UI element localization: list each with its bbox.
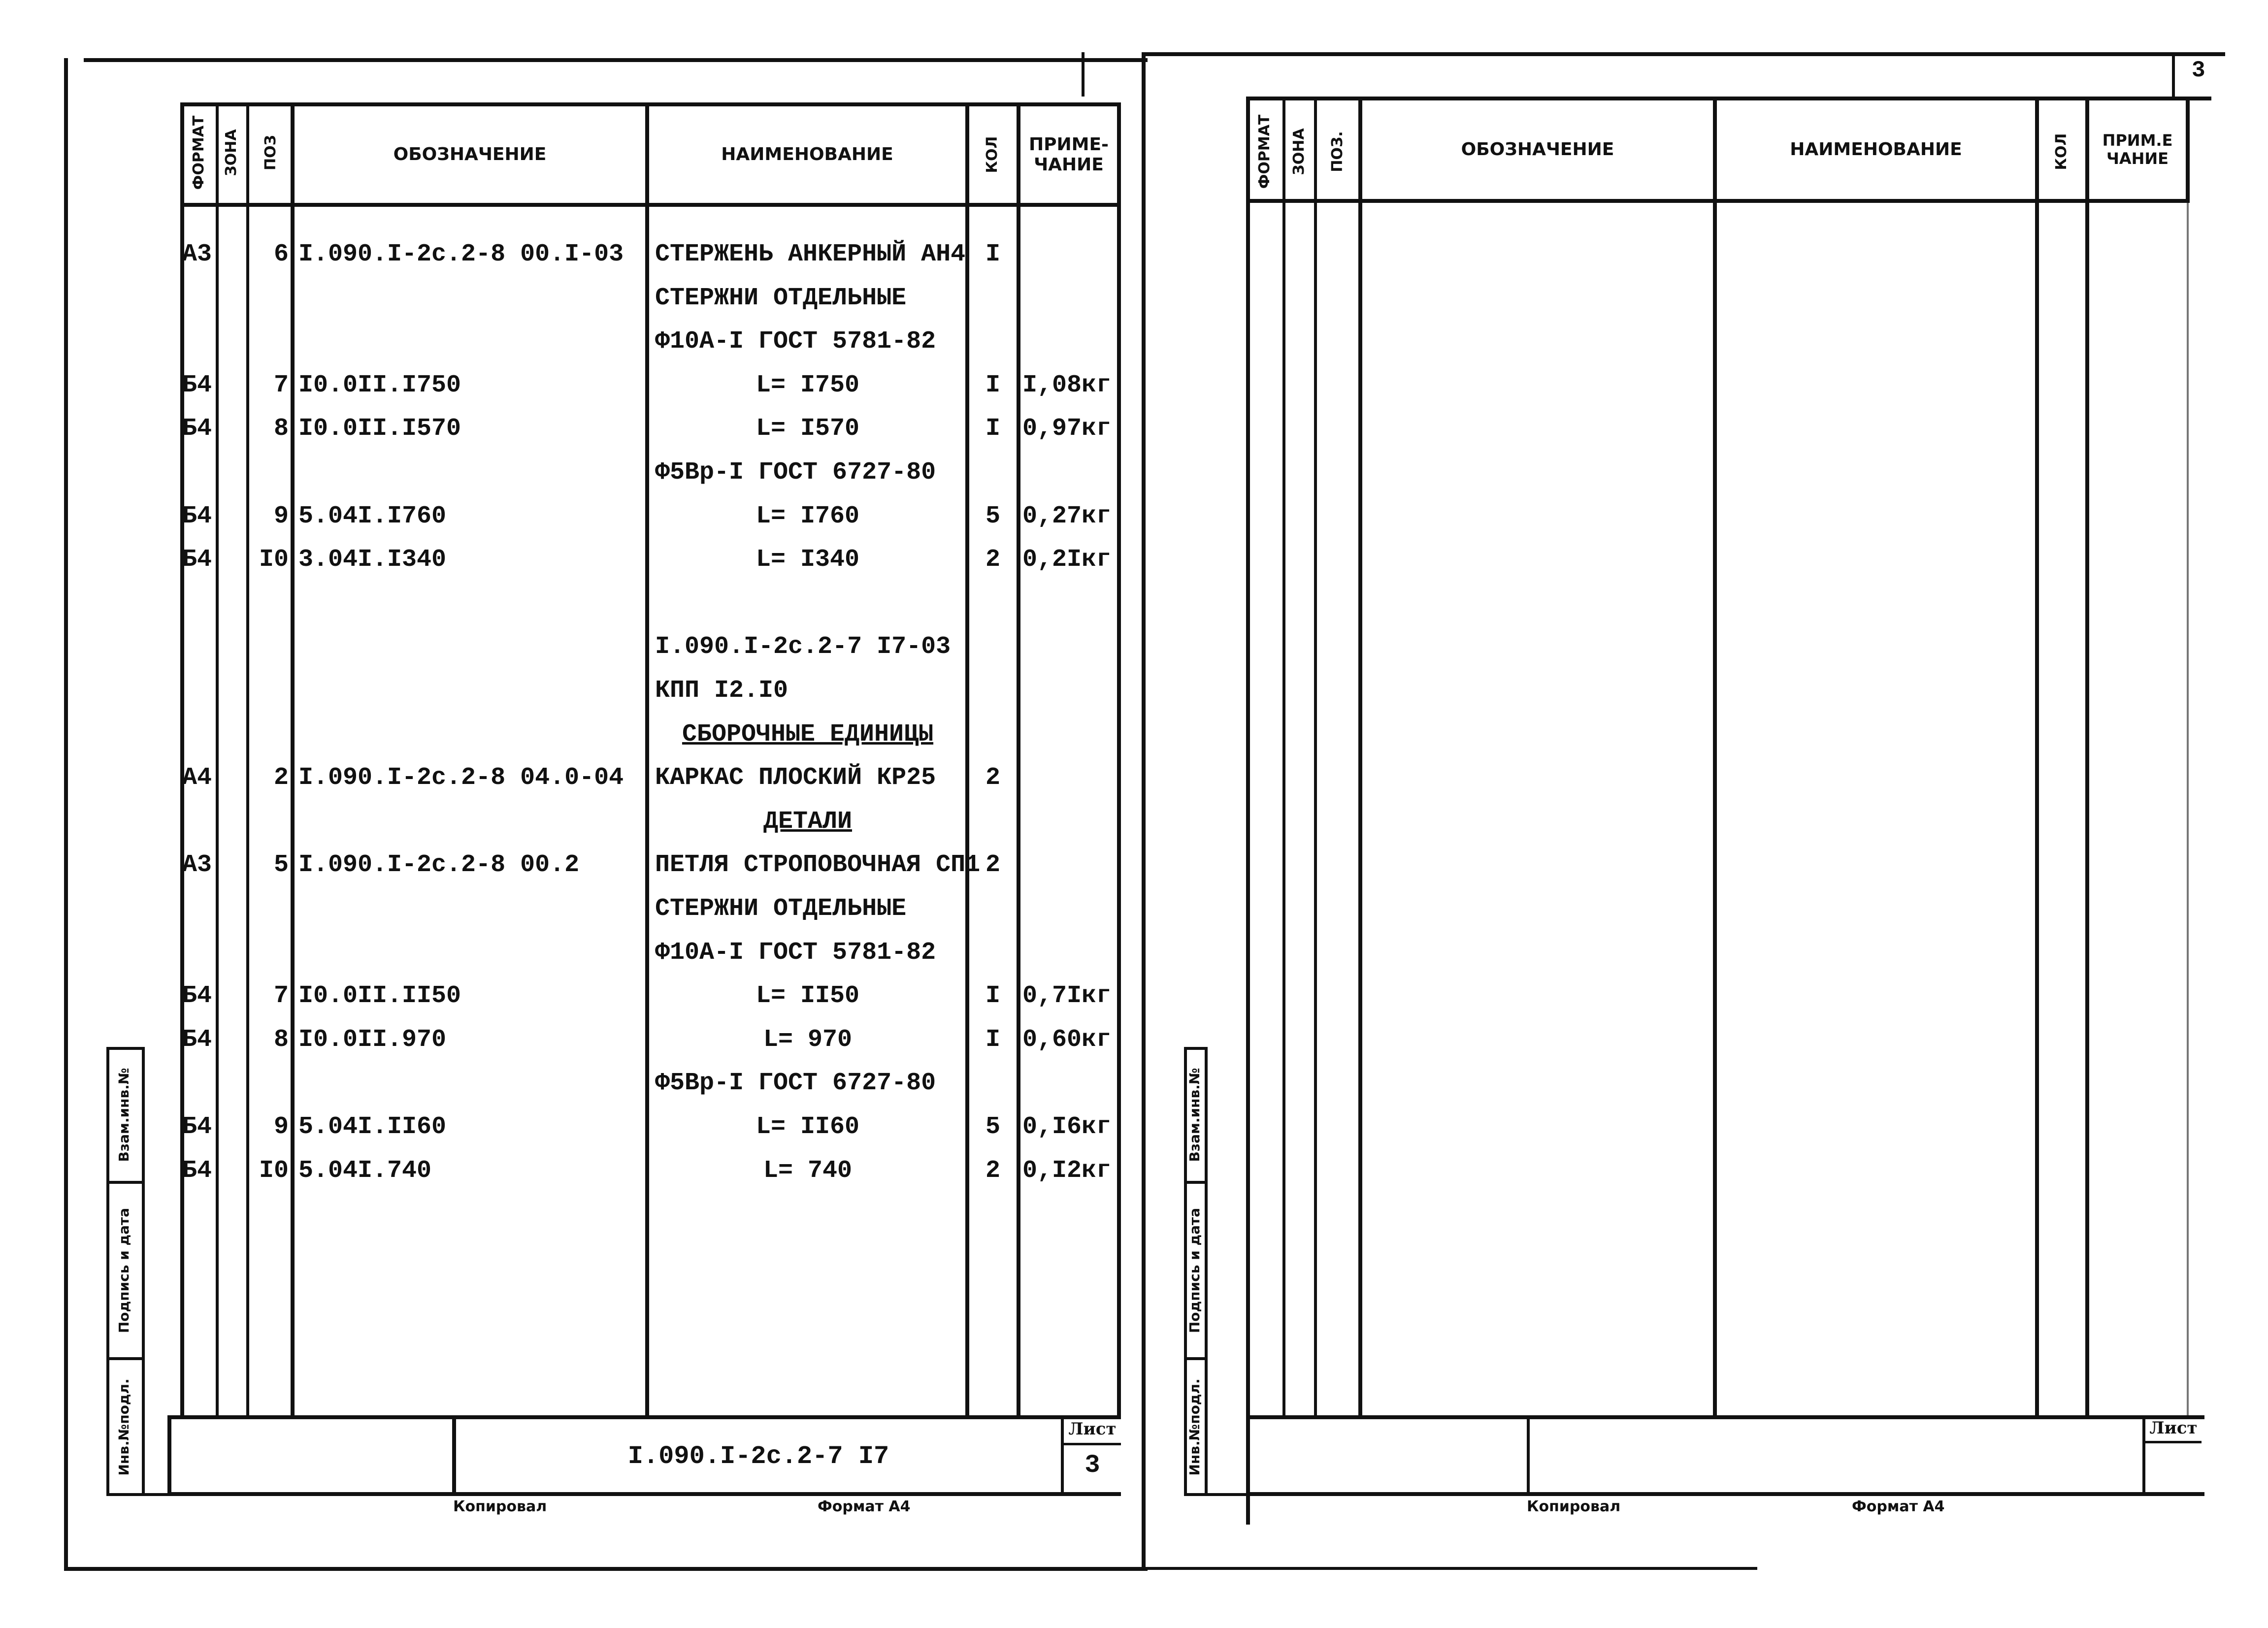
row-designation: 5.04I.I760 xyxy=(298,502,447,530)
right-header-pos: ПОЗ. xyxy=(1329,131,1346,172)
row-quantity: 2 xyxy=(985,851,1000,879)
row-position: 8 xyxy=(273,415,289,443)
header-note-line1: ПРИМЕ- xyxy=(1029,134,1109,155)
row-position: I0 xyxy=(259,1157,289,1185)
row-name: L= 970 xyxy=(763,1026,853,1054)
row-quantity: I xyxy=(985,982,1000,1010)
row-format: Б4 xyxy=(182,546,212,574)
row-name: I.090.I-2c.2-7 I7-03 xyxy=(655,633,951,661)
row-name: L= II60 xyxy=(756,1113,860,1141)
row-designation: I0.0II.970 xyxy=(298,1026,447,1054)
header-name: НАИМЕНОВАНИЕ xyxy=(721,144,893,165)
right-side-stamp-vzam-inv: Взам.инв.№ xyxy=(1186,1068,1203,1162)
right-header-qty: КОЛ xyxy=(2053,133,2070,170)
footer-format-left: Формат А4 xyxy=(818,1498,911,1515)
row-format: А3 xyxy=(182,240,212,268)
row-position: I0 xyxy=(259,546,289,574)
footer-copied-left: Копировал xyxy=(453,1498,547,1515)
right-side-stamp-signature-date: Подпись и дата xyxy=(1186,1207,1203,1334)
row-format: Б4 xyxy=(182,1026,212,1054)
row-name: Ф5Вр-I ГОСТ 6727-80 xyxy=(655,458,936,487)
corner-mark: 3 xyxy=(2192,58,2205,83)
row-quantity: 2 xyxy=(985,764,1000,792)
right-header-name: НАИМЕНОВАНИЕ xyxy=(1790,139,1962,160)
row-name: Ф5Вр-I ГОСТ 6727-80 xyxy=(655,1069,936,1097)
right-header-zone: ЗОНА xyxy=(1290,128,1308,175)
right-header-note-line1: ПРИМ.Е xyxy=(2102,131,2173,150)
header-pos: ПОЗ xyxy=(262,135,279,170)
row-format: А4 xyxy=(182,764,212,792)
row-quantity: 5 xyxy=(985,502,1000,530)
row-name: L= I760 xyxy=(756,502,860,530)
row-name: КПП I2.I0 xyxy=(655,677,789,705)
header-note xyxy=(1020,106,1117,203)
row-note: 0,60кг xyxy=(1022,1026,1112,1054)
sheet-label: Лист xyxy=(1068,1419,1117,1439)
side-stamp-vzam-inv: Взам.инв.№ xyxy=(116,1068,132,1162)
row-note: 0,2Iкг xyxy=(1022,546,1112,574)
row-name: КАРКАС ПЛОСКИЙ КР25 xyxy=(655,764,936,792)
row-quantity: I xyxy=(985,240,1000,268)
row-name: L= I750 xyxy=(756,371,860,399)
row-quantity: 5 xyxy=(985,1113,1000,1141)
header-note-line2: ЧАНИЕ xyxy=(1034,155,1104,175)
row-note: 0,27кг xyxy=(1022,502,1112,530)
row-quantity: I xyxy=(985,1026,1000,1054)
row-note: 0,7Iкг xyxy=(1022,982,1112,1010)
row-designation: 3.04I.I340 xyxy=(298,546,447,574)
sheet-number: 3 xyxy=(1085,1451,1100,1480)
header-qty: КОЛ xyxy=(984,136,1001,173)
row-designation: I.090.I-2c.2-8 04.0-04 xyxy=(298,764,624,792)
row-position: 2 xyxy=(273,764,289,792)
row-note: I,08кг xyxy=(1022,371,1112,399)
row-format: Б4 xyxy=(182,1113,212,1141)
row-name: L= I570 xyxy=(756,415,860,443)
header-designation: ОБОЗНАЧЕНИЕ xyxy=(393,144,547,165)
row-quantity: I xyxy=(985,371,1000,399)
row-position: 7 xyxy=(273,982,289,1010)
side-stamp-inv-podl: Инв.№подл. xyxy=(116,1378,132,1476)
right-header-format: ФОРМАТ xyxy=(1256,114,1273,189)
row-name: L= I340 xyxy=(756,546,860,574)
side-stamp-signature-date: Подпись и дата xyxy=(116,1207,132,1334)
footer-format-right: Формат А4 xyxy=(1852,1498,1945,1515)
header-format: ФОРМАТ xyxy=(190,115,207,190)
row-position: 9 xyxy=(273,502,289,530)
row-name: СТЕРЖНИ ОТДЕЛЬНЫЕ xyxy=(655,284,907,312)
row-name: СТЕРЖЕНЬ АНКЕРНЫЙ АН4 xyxy=(655,240,966,268)
row-position: 6 xyxy=(273,240,289,268)
row-designation: I0.0II.II50 xyxy=(298,982,461,1010)
row-name: ДЕТАЛИ xyxy=(763,808,853,836)
row-quantity: 2 xyxy=(985,1157,1000,1185)
row-note: 0,I2кг xyxy=(1022,1157,1112,1185)
row-format: Б4 xyxy=(182,1157,212,1185)
row-name: L= 740 xyxy=(763,1157,853,1185)
right-header-note xyxy=(2089,100,2186,199)
row-format: Б4 xyxy=(182,371,212,399)
right-sheet-label: Лист xyxy=(2149,1418,2198,1438)
row-position: 9 xyxy=(273,1113,289,1141)
row-designation: 5.04I.740 xyxy=(298,1157,432,1185)
row-name: Ф10А-I ГОСТ 5781-82 xyxy=(655,327,936,356)
row-format: Б4 xyxy=(182,982,212,1010)
row-designation: 5.04I.II60 xyxy=(298,1113,447,1141)
row-position: 7 xyxy=(273,371,289,399)
row-name: L= II50 xyxy=(756,982,860,1010)
right-header-note-line2: ЧАНИЕ xyxy=(2106,149,2169,168)
row-designation: I0.0II.I750 xyxy=(298,371,461,399)
row-position: 5 xyxy=(273,851,289,879)
row-name: СТЕРЖНИ ОТДЕЛЬНЫЕ xyxy=(655,895,907,923)
row-designation: I.090.I-2c.2-8 00.I-03 xyxy=(298,240,624,268)
row-quantity: I xyxy=(985,415,1000,443)
row-note: 0,I6кг xyxy=(1022,1113,1112,1141)
row-format: Б4 xyxy=(182,502,212,530)
row-designation: I.090.I-2c.2-8 00.2 xyxy=(298,851,580,879)
row-position: 8 xyxy=(273,1026,289,1054)
footer-copied-right: Копировал xyxy=(1527,1498,1621,1515)
row-designation: I0.0II.I570 xyxy=(298,415,461,443)
row-note: 0,97кг xyxy=(1022,415,1112,443)
right-side-stamp-inv-podl: Инв.№подл. xyxy=(1186,1378,1203,1476)
row-format: Б4 xyxy=(182,415,212,443)
row-name: Ф10А-I ГОСТ 5781-82 xyxy=(655,939,936,967)
right-header-designation: ОБОЗНАЧЕНИЕ xyxy=(1461,139,1614,160)
row-format: А3 xyxy=(182,851,212,879)
header-zone: ЗОНА xyxy=(223,129,240,176)
doc-code: I.090.I-2c.2-7 I7 xyxy=(627,1442,889,1471)
row-name: ПЕТЛЯ СТРОПОВОЧНАЯ СП1 xyxy=(655,851,981,879)
row-name: СБОРОЧНЫЕ ЕДИНИЦЫ xyxy=(682,720,934,749)
row-quantity: 2 xyxy=(985,546,1000,574)
